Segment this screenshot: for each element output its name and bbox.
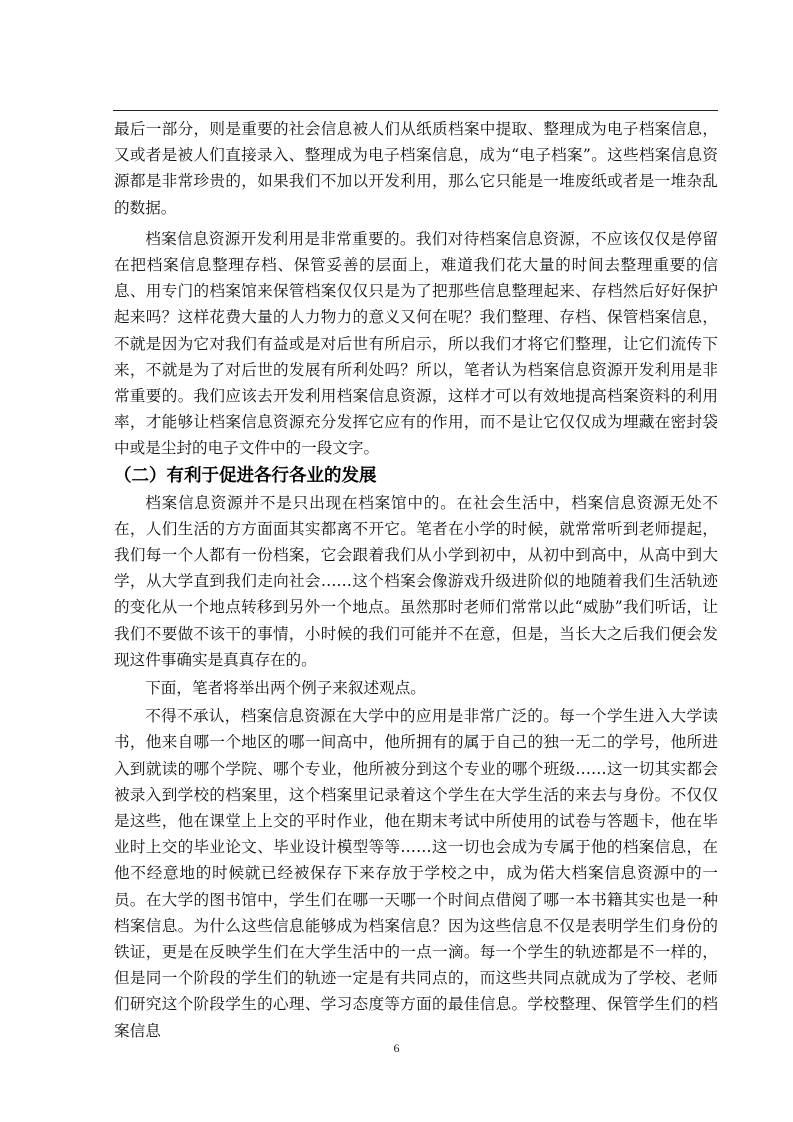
paragraph-archives-everywhere: 档案信息资源并不是只出现在档案馆中的。在社会生活中，档案信息资源无处不在，人们生活的方方面面其实都离不开它。笔者在小学的时候，就常常听到老师提起，我们每一个人都有一份档案，它会跟着我们从小学到初中，从初中到高中，从高中到大学，从大学直到我们走向社会……这个档案会像游戏升级进阶似的地随着我们生活轨迹的变化从一个地点转移到另外一个地点。虽然那时老师们常常以此“威胁”我们听话，让我们不要做不该干的事情，小时候的我们可能并不在意，但是，当长大之后我们便会发现这件事确实是真真存在的。 [114, 493, 718, 669]
page-body [114, 116, 718, 1096]
paragraph-importance: 档案信息资源开发利用是非常重要的。我们对待档案信息资源，不应该仅仅是停留在把档案信息整理存档、保管妥善的层面上，难道我们花大量的时间去整理重要的信息、用专门的档案馆来保管档案仅仅只是为了把那些信息整理起来、存档然后好好保护起来吗？这样花费大量的人力物力的意义又何在呢？我们整理、存档、保管档案信息，不就是因为它对我们有益或是对后世有所启示，所以我们才将它们整理，让它们流传下来，不就是为了对后世的发展有所利处吗？所以，笔者认为档案信息资源开发利用是非常重要的。我们应该去开发利用档案信息资源，这样才可以有效地提高档案资料的利用率，才能够让档案信息资源充分发挥它应有的作用，而不是让它仅仅成为埋藏在密封袋中或是尘封的电子文件中的一段文字。 [114, 229, 718, 458]
paragraph-examples-intro: 下面，笔者将举出两个例子来叙述观点。 [145, 678, 426, 697]
page-number: 6 [393, 1041, 400, 1055]
section-heading: （二）有利于促进各行各业的发展 [114, 465, 377, 486]
paragraph-continuation: 最后一部分，则是重要的社会信息被人们从纸质档案中提取、整理成为电子档案信息，又或者是被人们直接录入、整理成为电子档案信息，成为“电子档案”。这些档案信息资源都是非常珍贵的，如果我们不加以开发利用，那么它只能是一堆废纸或者是一堆杂乱的数据。 [114, 120, 718, 217]
paragraph-university-example: 不得不承认，档案信息资源在大学中的应用是非常广泛的。每一个学生进入大学读书，他来自哪一个地区的哪一间高中，他所拥有的属于自己的独一无二的学号，他所进入到就读的哪个学院、哪个专业，他所被分到这个专业的哪个班级……这一切其实都会被录入到学校的档案里，这个档案里记录着这个学生在大学生活的来去与身份。不仅仅是这些，他在课堂上上交的平时作业，他在期末考试中所使用的试卷与答题卡，他在毕业时上交的毕业论文、毕业设计模型等等……这一切也会成为专属于他的档案信息，在他不经意地的时候就已经被保存下来存放于学校之中，成为偌大档案信息资源中的一员。在大学的图书馆中，学生们在哪一天哪一个时间点借阅了哪一本书籍其实也是一种档案信息。为什么这些信息能够成为档案信息？因为这些信息不仅是表明学生们身份的铁证，更是在反映学生们在大学生活中的一点一滴。每一个学生的轨迹都是不一样的，但是同一个阶段的学生们的轨迹一定是有共同点的，而这些共同点就成为了学校、老师们研究这个阶段学生的心理、学习态度等方面的最佳信息。学校整理、保管学生们的档案信息 [114, 707, 718, 1040]
header-rule [113, 110, 718, 111]
